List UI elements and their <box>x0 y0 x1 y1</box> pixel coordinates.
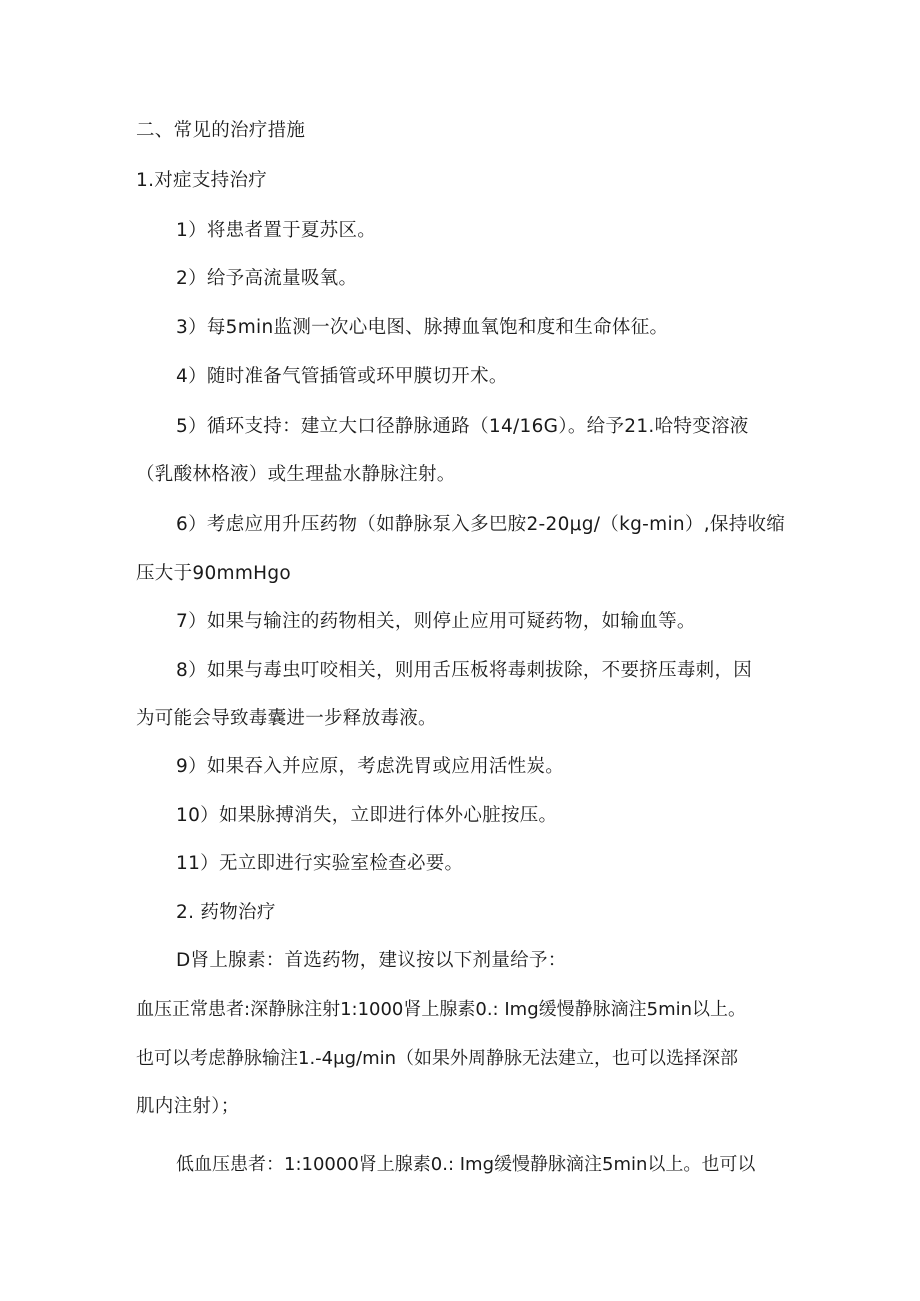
list-item-10: 10）如果脉搏消失，立即进行体外心脏按压。 <box>176 805 558 826</box>
low-bp-line1: 低血压患者：1:10000肾上腺素0.: Img缓慢静脉滴注5min以上。也可以 <box>176 1154 756 1175</box>
list-item-5-line2: （乳酸林格液）或生理盐水静脉注射。 <box>136 464 456 485</box>
list-item-9: 9）如果吞入并应原，考虑洗胃或应用活性炭。 <box>176 756 565 777</box>
list-item-6-line2: 压大于90mmHgo <box>136 563 292 584</box>
drug-intro: D肾上腺素：首选药物，建议按以下剂量给予： <box>176 950 567 971</box>
list-item-7: 7）如果与输注的药物相关，则停止应用可疑药物，如输血等。 <box>176 611 696 632</box>
list-item-6-line1: 6）考虑应用升压药物（如静脉泵入多巴胺2-20μg/（kg-min）,保持收缩 <box>176 514 786 535</box>
normal-bp-line1: 血压正常患者:深静脉注射1:1000肾上腺素0.: Img缓慢静脉滴注5min以上。 <box>136 999 747 1020</box>
list-item-1: 1）将患者置于夏苏区。 <box>176 220 377 241</box>
list-item-11: 11）无立即进行实验室检查必要。 <box>176 853 464 874</box>
normal-bp-line3: 肌内注射）； <box>136 1096 240 1117</box>
normal-bp-line2: 也可以考虑静脉输注1.-4μg/min（如果外周静脉无法建立，也可以选择深部 <box>136 1048 739 1069</box>
subsection-heading-symptomatic: 1.对症支持治疗 <box>136 170 268 191</box>
list-item-2: 2）给予高流量吸氧。 <box>176 268 358 289</box>
section-heading: 二、常见的治疗措施 <box>136 120 306 141</box>
list-item-4: 4）随时准备气管插管或环甲膜切开术。 <box>176 366 508 387</box>
list-item-5-line1: 5）循环支持：建立大口径静脉通路（14/16G）。给予21.哈特变溶液 <box>176 416 749 437</box>
list-item-8-line2: 为可能会导致毒囊进一步释放毒液。 <box>136 708 437 729</box>
subsection-heading-drug: 2. 药物治疗 <box>176 902 276 923</box>
list-item-3: 3）每5min监测一次心电图、脉搏血氧饱和度和生命体征。 <box>176 317 669 338</box>
list-item-8-line1: 8）如果与毒虫叮咬相关，则用舌压板将毒刺拔除，不要挤压毒刺，因 <box>176 660 753 681</box>
